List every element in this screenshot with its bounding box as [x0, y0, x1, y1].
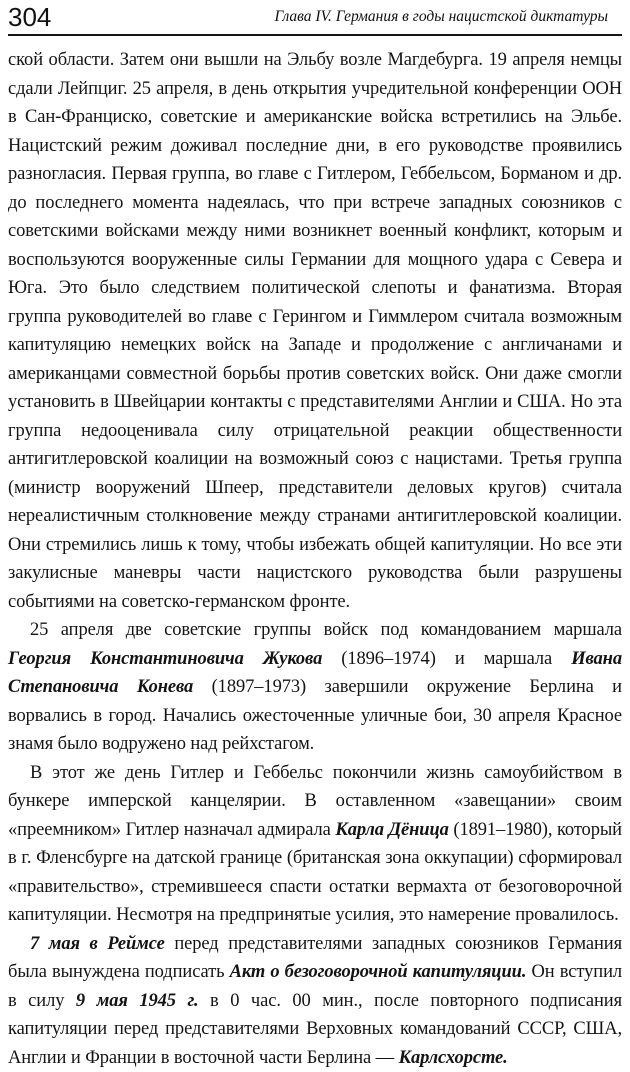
- text-run: (1896–1974) и маршала: [322, 649, 571, 669]
- emphasis-run: Карла Дёница: [335, 820, 449, 840]
- emphasis-run: Георгия Константиновича Жукова: [8, 649, 322, 669]
- text-run: в 0 час. 00 мин., после повторного подписания капитуляции перед представителями Верховных командований СССР, США, Англии и Франции в восточной части Берлина —: [8, 991, 622, 1068]
- emphasis-run: Ивана Степановича Конева: [8, 649, 622, 698]
- text-run: ской области. Затем они вышли на Эльбу возле Магдебурга. 19 апреля немцы сдали Лейпциг. 25 апреля, в день открытия учредительной конференции ООН в Сан-Франциско, советские и американские войска встретились на Эльбе. Нацистский режим доживал последние дни, в его руководстве проявились разногласия. Первая группа, во главе с Гитлером, Геббельсом, Борманом и др. до последнего момента надеялась, что при встрече западных союзников с советскими войсками между ними возникнет военный конфликт, которым и воспользуются вооруженные силы Германии для мощного удара с Севера и Юга. Это было следствием политической слепоты и фанатизма. Вторая группа руководителей во главе с Герингом и Гиммлером считала возможным капитуляцию немецких войск на Западе и продолжение с англичанами и американцами совместной борьбы против советских войск. Они даже смогли установить в Швейцарии контакты с представителями Англии и США. Но эта группа недооценивала силу отрицательной реакции общественности антигитлеровской коалиции на возможный союз с нацистами. Третья группа (министр вооружений Шпеер, представители деловых кругов) считала нереалистичным столкновение между странами антигитлеровской коалиции. Они стремились лишь к тому, чтобы избежать общей капитуляции. Но все эти закулисные маневры части нацистского руководства были разрушены событиями на советско-германском фронте.: [8, 50, 622, 612]
- emphasis-run: Акт о безоговорочной капитуляции.: [230, 962, 527, 982]
- emphasis-run: Карлсхорсте.: [399, 1048, 508, 1068]
- text-run: перед представителями западных союзников Германия была вынуждена подписать: [8, 934, 622, 983]
- text-run: (1891–1980), который в г. Фленсбурге на датской границе (британская зона оккупации) сформировал «правительство», стремившееся спасти остатки вермахта от безоговорочной капитуляции. Несмотря на предпринятые усилия, это намерение провалилось.: [8, 820, 622, 926]
- paragraph: [8, 616, 622, 759]
- body-text: [8, 46, 622, 1072]
- text-run: (1897–1973) завершили окружение Берлина и ворвались в город. Начались ожесточенные уличные бои, 30 апреля Красное знамя было водружено над рейхстагом.: [8, 677, 622, 754]
- paragraph: [8, 46, 622, 616]
- paragraph: [8, 930, 622, 1072]
- paragraph: [8, 759, 622, 930]
- text-run: 25 апреля две советские группы войск под командованием маршала: [30, 620, 622, 640]
- text-run: В этот же день Гитлер и Геббельс покончили жизнь самоубийством в бункере имперской канцелярии. В оставленном «завещании» своим «преемником» Гитлер назначал адмирала: [8, 763, 622, 840]
- running-head: Глава IV. Германия в годы нацистской диктатуры: [274, 7, 608, 27]
- emphasis-run: 7 мая в Реймсе: [30, 934, 165, 954]
- page-number: 304: [8, 2, 51, 32]
- emphasis-run: 9 мая 1945 г.: [76, 991, 199, 1011]
- header-rule: [8, 34, 622, 36]
- text-run: Он вступил в силу: [8, 962, 622, 1011]
- page-header: [0, 0, 630, 52]
